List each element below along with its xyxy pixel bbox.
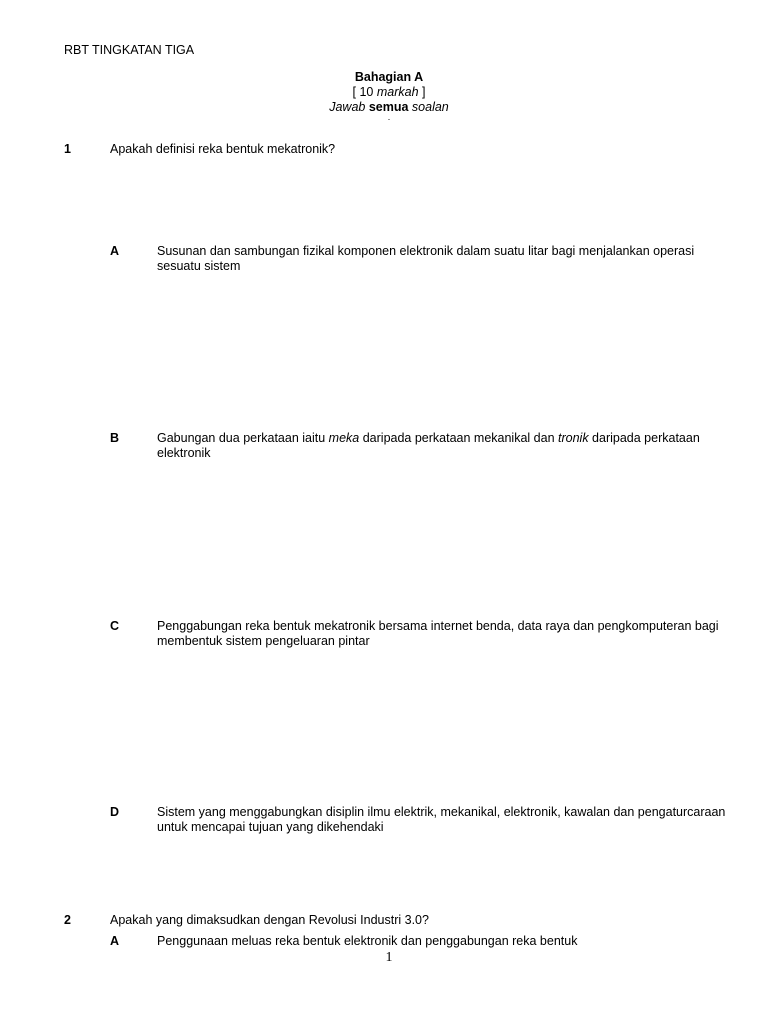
page-number: 1	[385, 950, 393, 965]
question-text: Apakah definisi reka bentuk mekatronik?	[110, 142, 336, 156]
option-text-part: daripada perkataan elektronik	[157, 431, 700, 460]
option-text: Penggunaan meluas reka bentuk elektronik dan penggabungan reka bentuk	[157, 934, 578, 948]
section-dot: .	[387, 112, 391, 122]
marks-open: [ 10	[352, 85, 377, 99]
document-header: RBT TINGKATAN TIGA	[64, 43, 195, 57]
option-text	[157, 431, 727, 461]
option-text-italic: tronik	[558, 431, 589, 445]
section-marks	[0, 85, 768, 100]
question-number: 1	[64, 142, 71, 156]
option-letter: B	[110, 431, 120, 445]
marks-close: ]	[418, 85, 426, 99]
option-text: Susunan dan sambungan fizikal komponen elektronik dalam suatu litar bagi menjalankan operasi sesuatu sistem	[157, 244, 695, 273]
option-letter: D	[110, 805, 120, 819]
option-letter: C	[110, 619, 120, 633]
question-text: Apakah yang dimaksudkan dengan Revolusi Industri 3.0?	[110, 913, 429, 927]
option-text: Penggabungan reka bentuk mekatronik bersama internet benda, data raya dan pengkomputeran bagi membentuk sistem pengeluaran pintar	[157, 619, 719, 648]
instruction-pre: Jawab	[329, 100, 369, 114]
option-letter: A	[110, 934, 120, 948]
option-letter: A	[110, 244, 120, 258]
option-text-part: Gabungan dua perkataan iaitu	[157, 431, 329, 445]
instruction-bold: semua	[368, 100, 409, 114]
question-number: 2	[64, 913, 71, 927]
option-text-part: daripada perkataan mekanikal dan	[359, 431, 558, 445]
marks-word: markah	[376, 85, 419, 99]
option-text: Sistem yang menggabungkan disiplin ilmu elektrik, mekanikal, elektronik, kawalan dan pengaturcaraan untuk mencapai tujuan yang dikehendaki	[157, 805, 726, 834]
instruction-post: soalan	[408, 100, 449, 114]
section-title: Bahagian A	[354, 70, 424, 84]
option-text-italic: meka	[328, 431, 360, 445]
